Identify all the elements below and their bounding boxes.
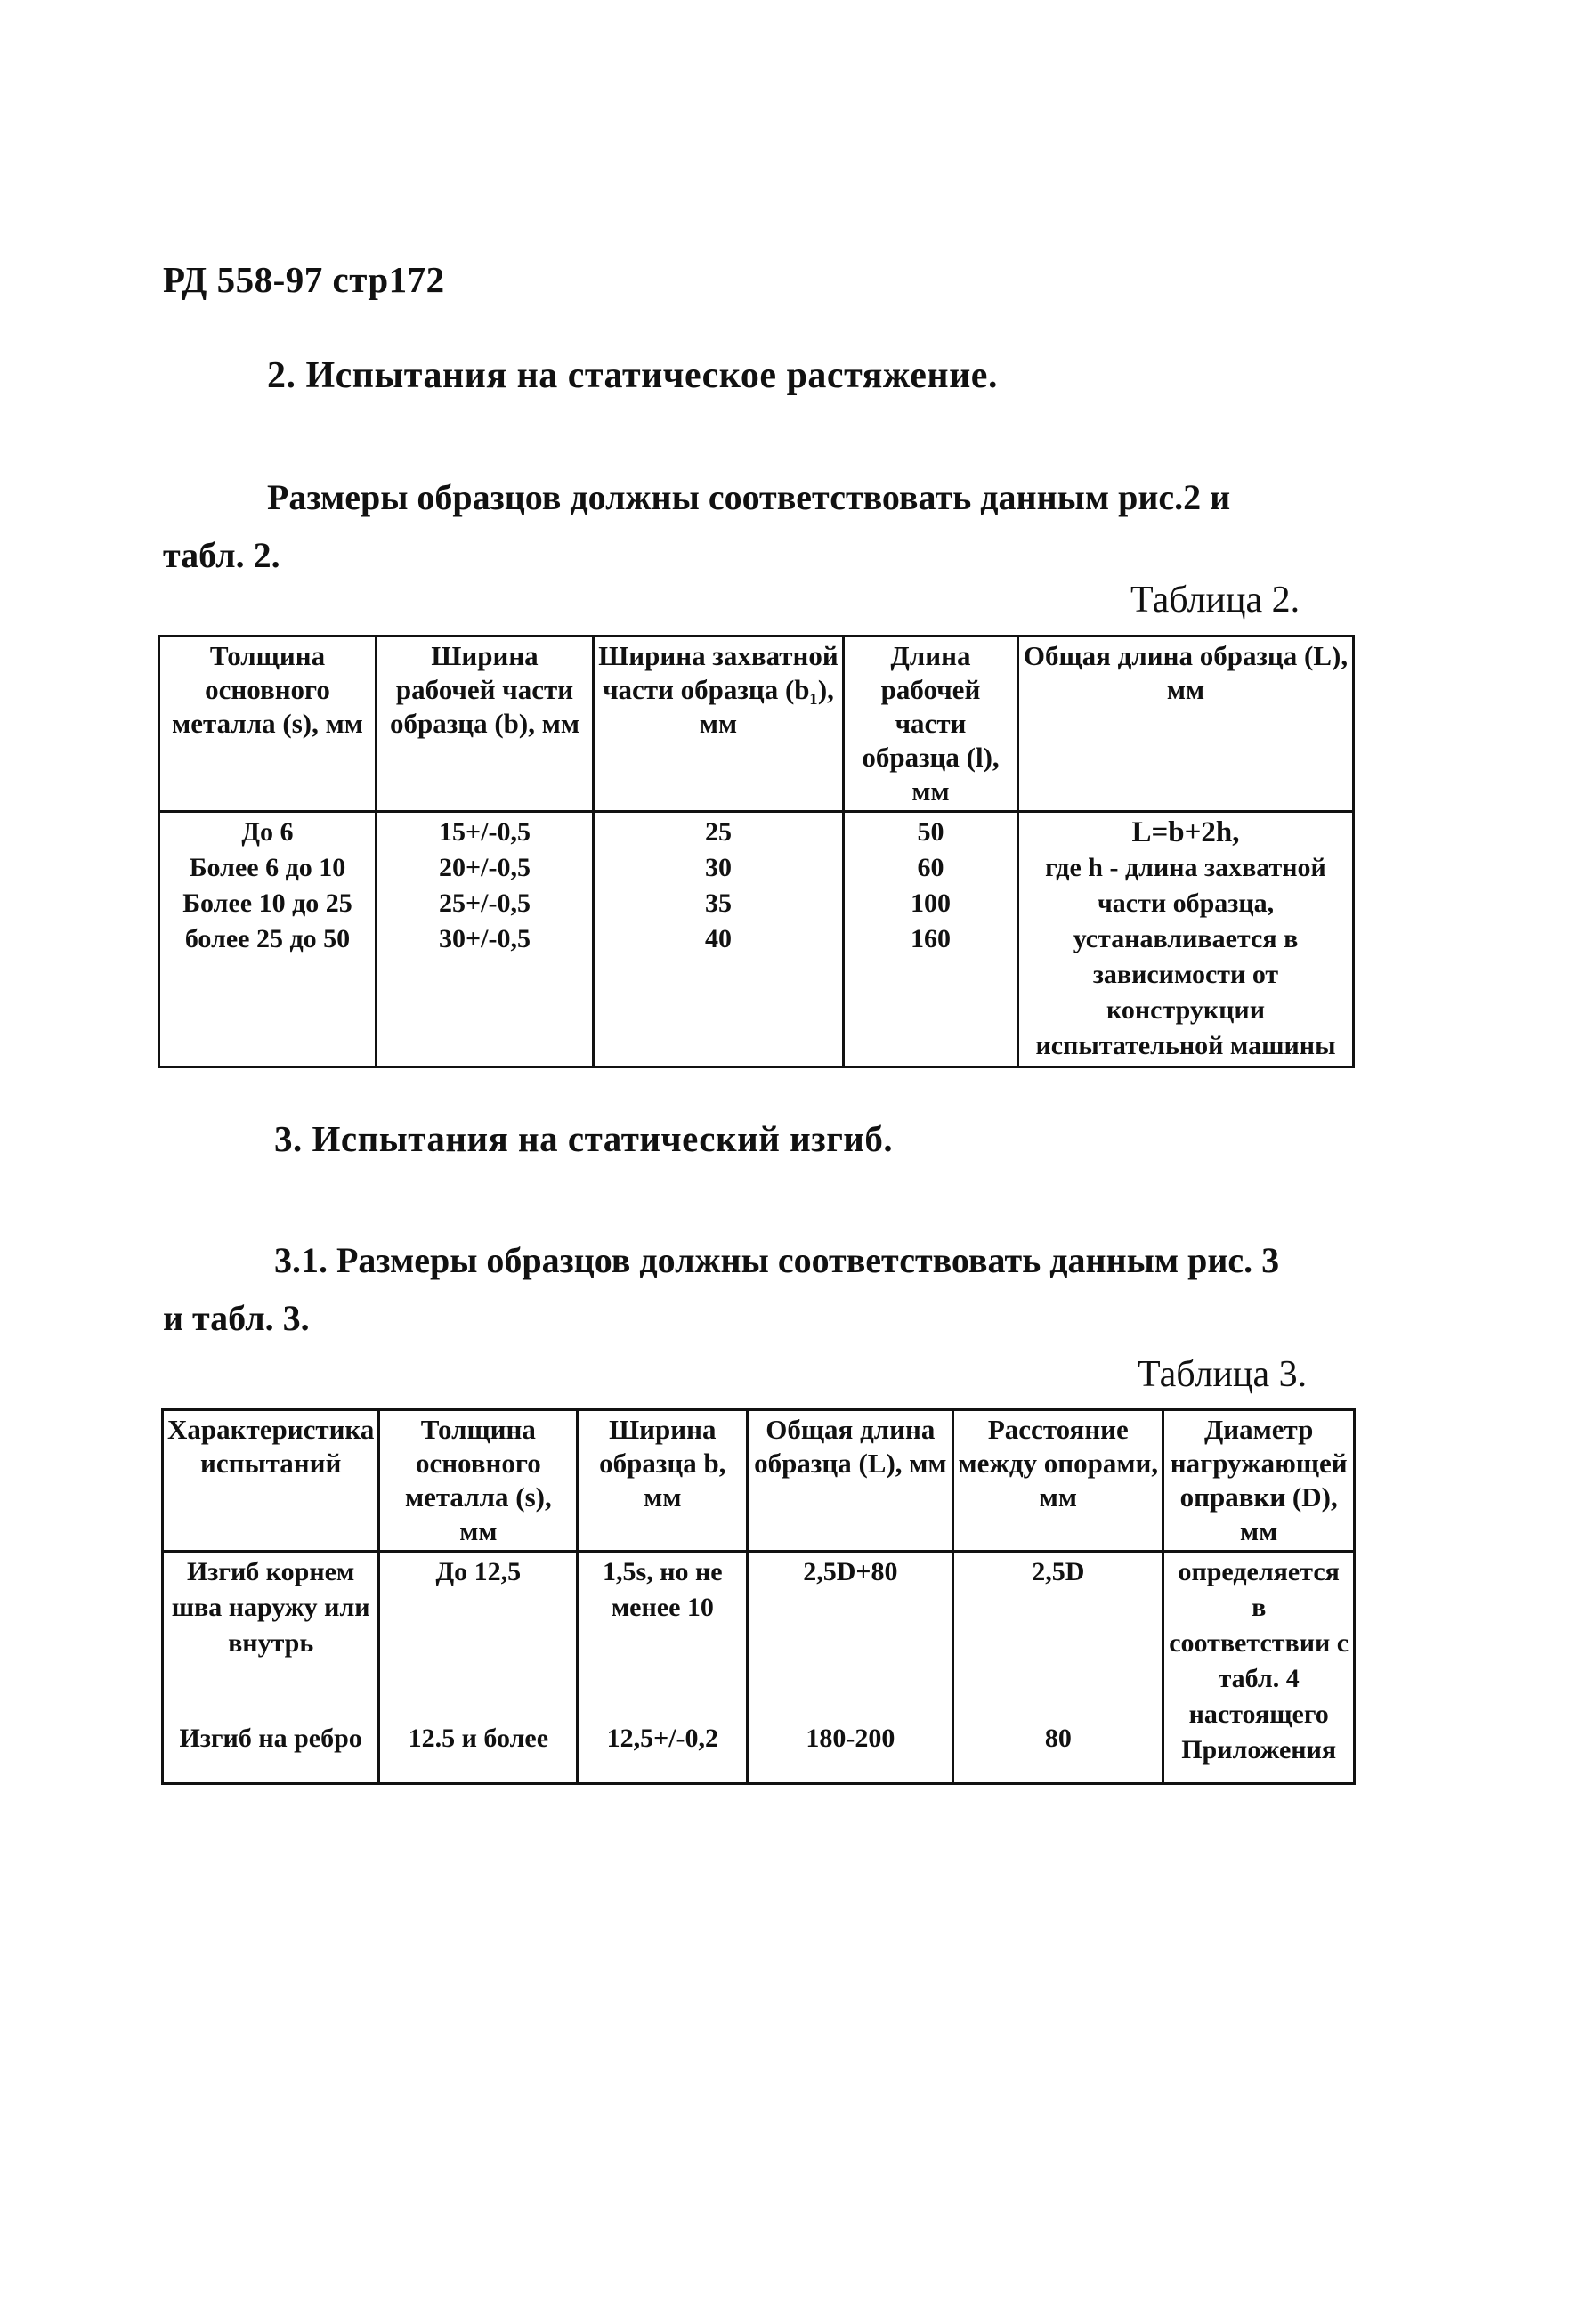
t2-cell: 25	[705, 817, 732, 847]
table-3-caption: Таблица 3.	[1138, 1354, 1308, 1395]
t3-row1-characteristic: Изгиб корнем шва наружу или внутрь	[163, 1552, 379, 1719]
table-2	[158, 635, 1355, 1068]
t2-col-work-length	[844, 812, 1018, 1067]
t3-row1-width: 1,5s, но не менее 10	[578, 1552, 748, 1719]
t2-header-work-width: Ширина рабочей части образца (b), мм	[377, 637, 594, 812]
t2-col-total-length	[1018, 812, 1354, 1067]
t3-row2-support-distance: 80	[953, 1719, 1163, 1784]
table-3	[161, 1408, 1356, 1785]
t2-col-grip-width	[594, 812, 844, 1067]
t2-col-work-width	[377, 812, 594, 1067]
t3-row1-total-length: 2,5D+80	[748, 1552, 953, 1719]
t2-header-thickness: Толщина основного металла (s), мм	[159, 637, 377, 812]
t2-cell: 160	[911, 924, 951, 953]
t2-cell: 35	[705, 888, 732, 918]
section-2-title: 2. Испытания на статическое растяжение.	[267, 355, 998, 396]
section-3-text-line2: и табл. 3.	[163, 1298, 310, 1338]
t3-row1-thickness: До 12,5	[379, 1552, 578, 1719]
t2-cell: 40	[705, 924, 732, 953]
t3-row2-thickness: 12.5 и более	[379, 1719, 578, 1784]
t3-header-thickness: Толщина основного металла (s), мм	[379, 1410, 578, 1552]
t3-mandrel-diameter: определяется в соответствии с табл. 4 настоящего Приложения	[1163, 1552, 1355, 1784]
t2-cell: 15+/-0,5	[439, 817, 531, 847]
t2-header-total-length: Общая длина образца (L), мм	[1018, 637, 1354, 812]
t3-row1-support-distance: 2,5D	[953, 1552, 1163, 1719]
t2-cell: более 25 до 50	[184, 924, 351, 953]
table-2-caption: Таблица 2.	[1130, 580, 1300, 621]
section-3-text-line1: 3.1. Размеры образцов должны соответствовать данным рис. 3	[274, 1240, 1280, 1280]
section-3-title: 3. Испытания на статический изгиб.	[274, 1118, 894, 1159]
section-2-text-line2: табл. 2.	[163, 535, 280, 575]
t3-header-support-distance: Расстояние между опорами, мм	[953, 1410, 1163, 1552]
t3-row2-characteristic: Изгиб на ребро	[163, 1719, 379, 1784]
t2-cell: 50	[917, 817, 944, 847]
t3-header-mandrel-diameter: Диаметр нагружающей оправки (D), мм	[1163, 1410, 1355, 1552]
t2-header-grip-width: Ширина захватной части образца (b₁), мм	[594, 637, 844, 812]
document-header: РД 558-97 стр172	[163, 259, 445, 300]
t2-cell: 20+/-0,5	[439, 853, 531, 882]
t2-cell: Более 10 до 25	[182, 888, 352, 918]
t2-cell: До 6	[241, 817, 294, 847]
section-2-text-line1: Размеры образцов должны соответствовать данным рис.2 и	[267, 477, 1231, 517]
t2-header-work-length: Длина рабочей части образца (l), мм	[844, 637, 1018, 812]
t2-cell: 30	[705, 853, 732, 882]
t3-row2-total-length: 180-200	[748, 1719, 953, 1784]
t2-cell: 30+/-0,5	[439, 924, 531, 953]
t2-cell: 25+/-0,5	[439, 888, 531, 918]
t2-cell: 100	[911, 888, 951, 918]
t3-header-characteristic: Характеристика испытаний	[163, 1410, 379, 1552]
t3-row2-width: 12,5+/-0,2	[578, 1719, 748, 1784]
t3-header-total-length: Общая длина образца (L), мм	[748, 1410, 953, 1552]
t2-formula: L=b+2h,	[1131, 816, 1240, 848]
t3-header-width: Ширина образца b, мм	[578, 1410, 748, 1552]
t2-col-thickness	[159, 812, 377, 1067]
t2-formula-note: где h - длина захватной части образца, устанавливается в зависимости от конструкции испытательной машины	[1035, 853, 1336, 1060]
t2-cell: Более 6 до 10	[189, 853, 346, 882]
t2-cell: 60	[917, 853, 944, 882]
